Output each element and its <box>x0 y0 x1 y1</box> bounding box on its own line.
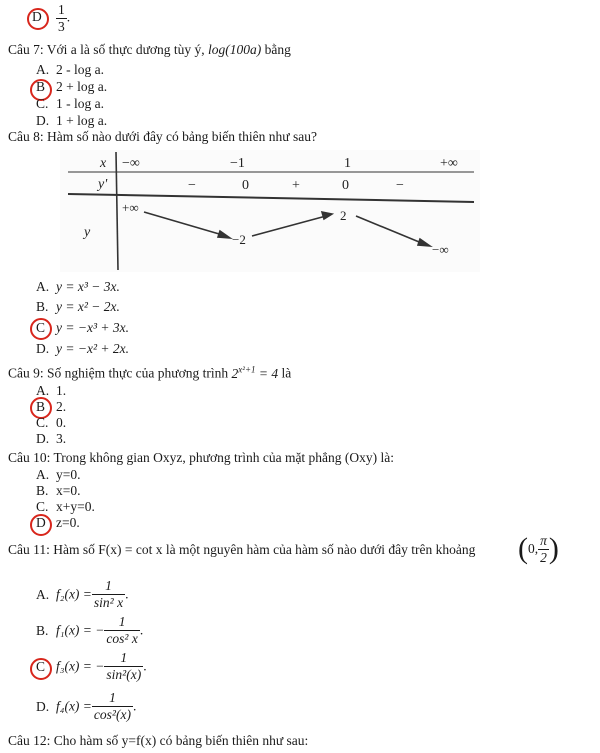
q10-option-c[interactable]: C. x+y=0. <box>36 499 95 514</box>
vt-x-label: x <box>100 156 107 171</box>
question-8: Câu 8: Hàm số nào dưới đây có bảng biến thiên như sau? <box>8 129 317 144</box>
q11-option-c[interactable]: C f₃(x) = − $\frac{1}{\text{sin²(x)}}$ . <box>36 650 147 682</box>
vt-yp-label: y' <box>98 177 108 192</box>
q10-option-b[interactable]: B. x=0. <box>36 483 81 498</box>
variation-table <box>60 150 480 272</box>
q8-option-a[interactable]: A. y = x³ − 3x. <box>36 279 120 294</box>
question-9: Câu 9: Số nghiệm thực của phương trình $2^{x^2+1} = 4$ là <box>8 364 292 381</box>
q11-option-a[interactable]: A. f₂(x) = $\frac{1}{\text{sin² x}}$ . <box>36 578 129 610</box>
q10-option-a[interactable]: A. y=0. <box>36 467 81 482</box>
q8-option-b[interactable]: B. y = x² − 2x. <box>36 299 120 314</box>
vt-y-3: −∞ <box>432 242 449 257</box>
vt-sign-0: − <box>188 178 196 193</box>
vt-y-1: −2 <box>232 232 246 247</box>
q9-option-a[interactable]: A. 1. <box>36 383 67 398</box>
vt-sign-1: 0 <box>242 178 249 193</box>
top-option-fraction: $\frac{1}{3}$ . <box>58 2 71 34</box>
q7-option-d[interactable]: D. 1 + log a. <box>36 113 108 128</box>
q9-option-d[interactable]: D. 3. <box>36 431 67 446</box>
q7-option-b[interactable]: B 2 + log a. <box>36 79 108 94</box>
q7-option-c[interactable]: C. 1 - log a. <box>36 96 104 111</box>
vt-sign-2: + <box>292 178 300 193</box>
q7-option-a[interactable]: A. 2 - log a. <box>36 62 104 77</box>
q10-option-d[interactable]: D z=0. <box>36 515 80 530</box>
vt-sign-4: − <box>396 178 404 193</box>
vt-x-1: −1 <box>230 156 245 171</box>
vt-x-0: −∞ <box>122 156 140 171</box>
vt-y-0: +∞ <box>122 200 139 215</box>
vt-x-3: +∞ <box>440 156 458 171</box>
q8-option-c[interactable]: C y = −x³ + 3x. <box>36 320 129 335</box>
vt-x-2: 1 <box>344 156 351 171</box>
q11-interval: (0, $\frac{\pi}{2}$ ) <box>518 532 559 565</box>
vt-sign-3: 0 <box>342 178 349 193</box>
vt-y-label: y <box>84 225 91 240</box>
question-11: Câu 11: Hàm số F(x) = cot x là một nguyên hàm của hàm số nào dưới đây trên khoảng <box>8 542 476 557</box>
q11-option-b[interactable]: B. f₁(x) = − $\frac{1}{\text{cos² x}}$ . <box>36 614 144 646</box>
vt-y-2: 2 <box>340 208 347 223</box>
question-12: Câu 12: Cho hàm số y=f(x) có bảng biến thiên như sau: <box>8 733 309 748</box>
q9-option-b[interactable]: B 2. <box>36 399 67 414</box>
q9-option-c[interactable]: C. 0. <box>36 415 67 430</box>
question-7: Câu 7: Với a là số thực dương tùy ý, log(100a) bằng <box>8 42 291 57</box>
question-10: Câu 10: Trong không gian Oxyz, phương trình của mặt phẳng (Oxy) là: <box>8 450 395 465</box>
q11-option-d[interactable]: D. f₄(x) = $\frac{1}{\text{cos²(x)}}$ . <box>36 690 137 722</box>
q8-option-d[interactable]: D. y = −x² + 2x. <box>36 341 129 356</box>
top-option-label: D <box>32 9 42 24</box>
